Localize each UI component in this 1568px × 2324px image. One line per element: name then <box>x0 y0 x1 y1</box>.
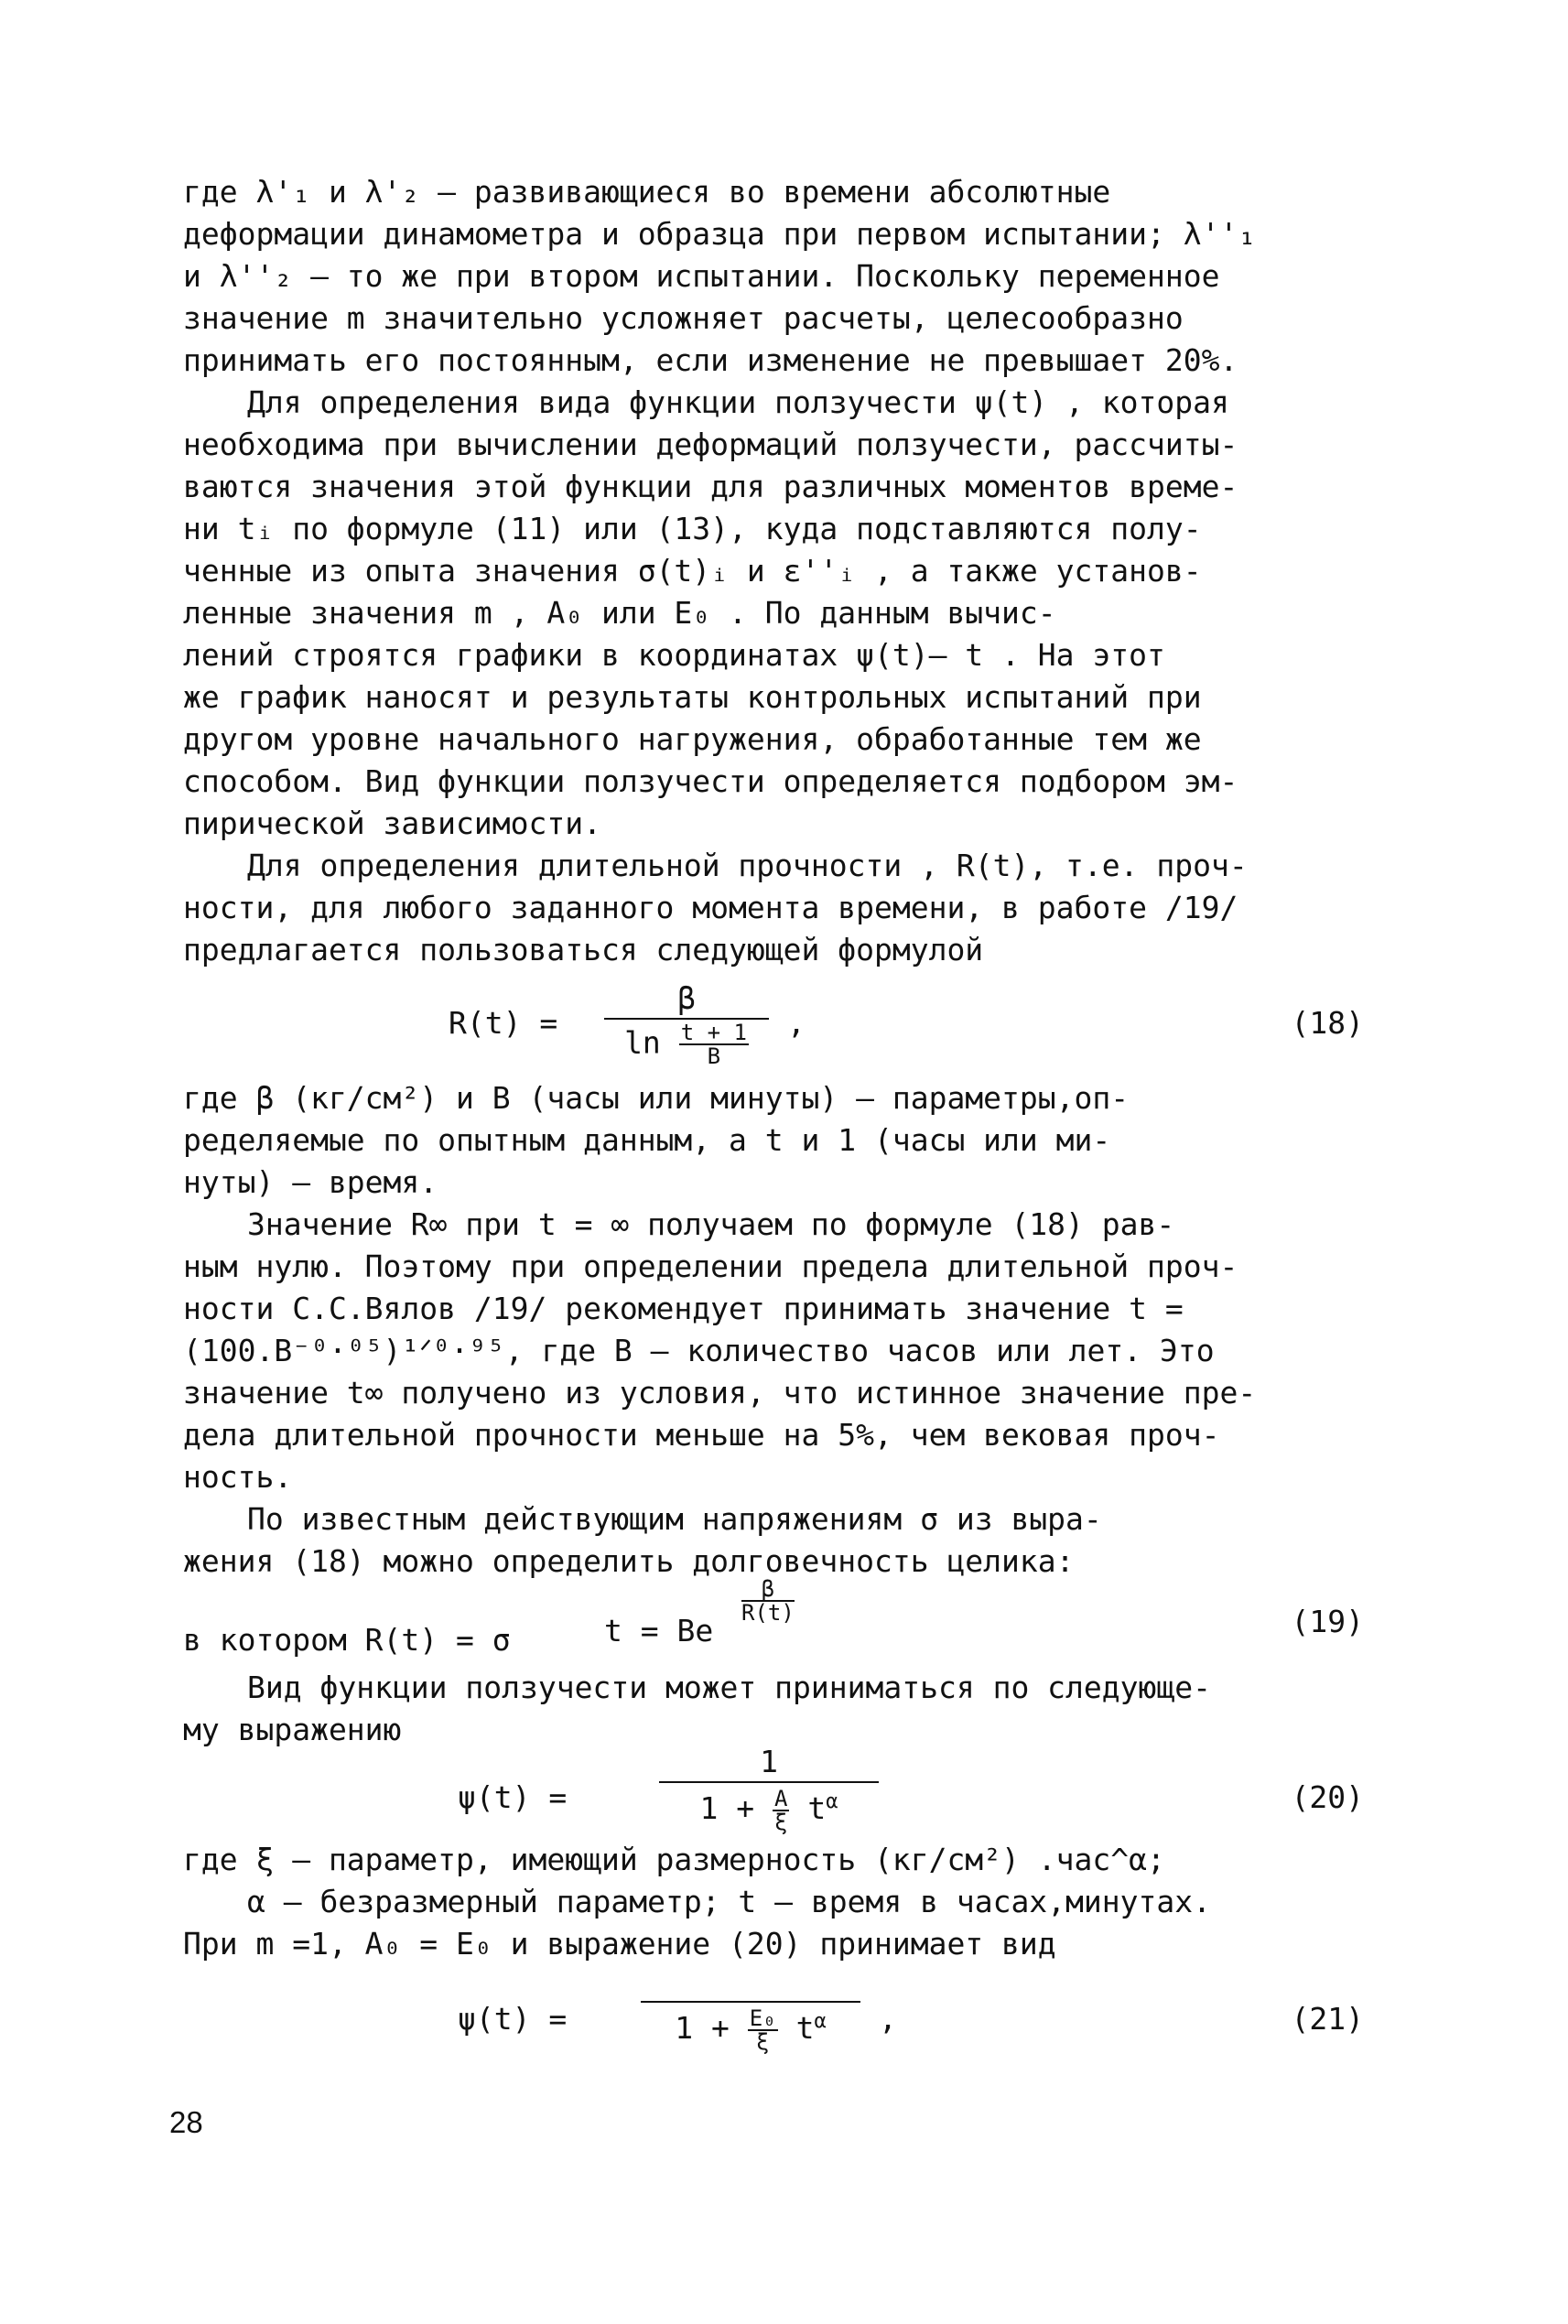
equation-number: (21) <box>1291 2001 1364 2037</box>
text-line: ваются значения этой функции для различных моментов време- <box>183 469 1238 504</box>
log-operator: ln <box>624 1024 661 1061</box>
inner-denominator: B <box>707 1043 721 1069</box>
fraction <box>604 981 769 1067</box>
exponent-numerator: β <box>741 1578 795 1602</box>
text-line: же график наносят и результаты контрольных испытаний при <box>183 679 1202 715</box>
text-line: деформации динамометра и образца при первом испытании; λ''₁ <box>183 216 1257 252</box>
equation-21 <box>183 1968 1419 2069</box>
denominator-exponent: α <box>826 1790 838 1813</box>
equation-lhs: t = Be <box>604 1613 714 1648</box>
text-line: нуты) – время. <box>183 1164 438 1200</box>
equation-tail: , <box>787 1005 806 1041</box>
denominator-prefix: 1 + <box>675 2010 730 2046</box>
fraction-numerator: β <box>604 981 769 1020</box>
inner-numerator: t + 1 <box>680 1020 747 1045</box>
text-line: α – безразмерный параметр; t – время в часах,минутах. <box>247 1884 1211 1919</box>
equation-number: (18) <box>1291 1005 1364 1041</box>
text-line: жения (18) можно определить долговечность целика: <box>183 1543 1075 1579</box>
text-line: ность. <box>183 1459 293 1495</box>
text-line: другом уровне начального нагружения, обработанные тем же <box>183 721 1202 757</box>
text-line: ни tᵢ по формуле (11) или (13), куда подставляются полу- <box>183 511 1202 546</box>
denominator-variable: t <box>795 2010 815 2046</box>
fraction-denominator <box>659 1783 879 1833</box>
fraction <box>641 1981 860 2053</box>
text-line: необходима при вычислении деформаций ползучести, рассчиты- <box>183 427 1238 462</box>
exponent-denominator: R(t) <box>741 1600 795 1626</box>
fraction-numerator: 1 <box>659 1745 879 1783</box>
equation-condition: в котором R(t) = σ <box>183 1622 511 1658</box>
equation-number: (19) <box>1291 1604 1364 1639</box>
text-line: ределяемые по опытным данным, а t и 1 (часы или ми- <box>183 1122 1111 1158</box>
equation-lhs: ψ(t) = <box>458 2001 568 2037</box>
text-line: лений строятся графики в координатах ψ(t)— t . На этот <box>183 637 1165 673</box>
text-line: способом. Вид функции ползучести определяется подбором эм- <box>183 763 1238 799</box>
equation-18 <box>183 972 1419 1073</box>
equation-tail: , <box>879 2001 897 2037</box>
inner-numerator: E₀ <box>749 2005 776 2031</box>
inner-fraction <box>773 1785 789 1835</box>
equation-lhs: R(t) = <box>449 1005 558 1041</box>
text-line: значение t∞ получено из условия, что истинное значение пре- <box>183 1375 1257 1411</box>
text-line: ленные значения m , A₀ или E₀ . По данным вычис- <box>183 595 1056 631</box>
text-line: и λ''₂ – то же при втором испытании. Поскольку переменное <box>183 258 1220 294</box>
inner-fraction <box>679 1021 749 1067</box>
equation-20 <box>183 1743 1419 1834</box>
text-line: где ξ – параметр, имеющий размерность (кг/см²) .час^α; <box>183 1842 1165 1877</box>
page-number: 28 <box>169 2105 203 2139</box>
text-line: ности, для любого заданного момента времени, в работе /19/ <box>183 890 1238 925</box>
inner-fraction <box>748 2007 778 2053</box>
equation-number: (20) <box>1291 1779 1364 1815</box>
text-line: По известным действующим напряжениям σ из выра- <box>247 1501 1102 1537</box>
fraction-denominator <box>641 2003 860 2053</box>
fraction <box>659 1745 879 1833</box>
text-line: (100.B⁻⁰·⁰⁵)¹ᐟ⁰·⁹⁵, где B – количество часов или лет. Это <box>183 1333 1215 1368</box>
text-line: пирической зависимости. <box>183 805 601 841</box>
text-line: му выражению <box>183 1712 402 1747</box>
equation-19 <box>183 1576 1419 1659</box>
text-line: Значение R∞ при t = ∞ получаем по формуле (18) рав- <box>247 1206 1175 1242</box>
text-line: Вид функции ползучести может приниматься по следующе- <box>247 1670 1211 1705</box>
text-line: При m =1, A₀ = E₀ и выражение (20) принимает вид <box>183 1926 1056 1962</box>
fraction-denominator <box>604 1020 769 1067</box>
text-line: предлагается пользоваться следующей формулой <box>183 932 984 967</box>
text-line: принимать его постоянным, если изменение не превышает 20%. <box>183 342 1238 378</box>
inner-denominator: ξ <box>756 2028 770 2055</box>
inner-numerator: A <box>774 1785 788 1811</box>
text-line: значение m значительно усложняет расчеты, целесообразно <box>183 300 1184 336</box>
text-line: ченные из опыта значения σ(t)ᵢ и ε''ᵢ , а также установ- <box>183 553 1202 589</box>
text-line: где β (кг/см²) и B (часы или минуты) – параметры,оп- <box>183 1080 1130 1116</box>
text-line: Для определения вида функции ползучести ψ(t) , которая <box>247 384 1229 420</box>
exponent-fraction <box>741 1578 795 1624</box>
inner-denominator: ξ <box>774 1809 788 1835</box>
denominator-exponent: α <box>814 2010 827 2033</box>
text-line: ным нулю. Поэтому при определении предела длительной проч- <box>183 1248 1238 1284</box>
text-line: где λ'₁ и λ'₂ – развивающиеся во времени абсолютные <box>183 174 1111 210</box>
text-line: дела длительной прочности меньше на 5%, чем вековая проч- <box>183 1417 1220 1453</box>
text-line: ности С.С.Вялов /19/ рекомендует принимать значение t = <box>183 1291 1184 1326</box>
equation-lhs: ψ(t) = <box>458 1779 568 1815</box>
fraction-numerator <box>641 1981 860 2003</box>
denominator-prefix: 1 + <box>699 1790 755 1826</box>
text-line: Для определения длительной прочности , R(t), т.е. проч- <box>247 848 1248 883</box>
denominator-variable: t <box>807 1790 827 1826</box>
